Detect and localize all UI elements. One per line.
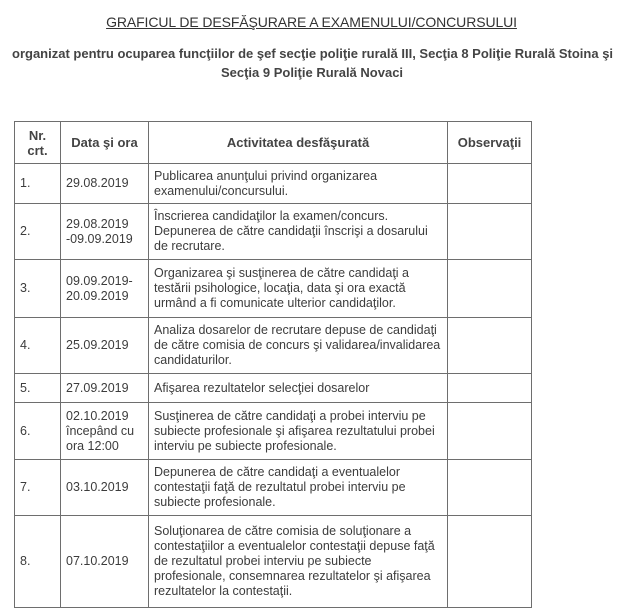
- activity-line: candidaturilor.: [154, 353, 232, 367]
- activity-line: de rezultatul probei interviu pe subiecte: [154, 554, 372, 568]
- activity-line: Soluţionarea de către comisia de soluţionare a: [154, 524, 412, 538]
- date-line: ora 12:00: [66, 438, 119, 453]
- date-line: 29.08.2019: [66, 176, 129, 190]
- date-line: 25.09.2019: [66, 338, 129, 352]
- date-line: 29.08.2019: [66, 216, 129, 231]
- header-nr: [15, 122, 61, 164]
- activity-line: interviu pe subiecte profesionale.: [154, 438, 337, 453]
- cell-observations: [448, 460, 532, 516]
- cell-date: [61, 374, 149, 403]
- table-row: [15, 204, 532, 260]
- activity-line: contestaţiilor a eventualelor contestaţii depuse faţă: [154, 539, 435, 553]
- table-row: [15, 460, 532, 516]
- cell-nr: 2.: [15, 204, 61, 260]
- cell-nr: 1.: [15, 164, 61, 204]
- cell-activity: [149, 318, 448, 374]
- activity-line: Afişarea rezultatelor selecţiei dosarelor: [154, 380, 370, 395]
- date-line: 07.10.2019: [66, 554, 129, 568]
- table-row: [15, 374, 532, 403]
- activity-line: Publicarea anunţului privind organizarea: [154, 168, 378, 183]
- activity-line: subiecte profesionale şi afişarea rezultatului probei: [154, 423, 435, 438]
- cell-activity: [149, 204, 448, 260]
- date-line: 03.10.2019: [66, 480, 129, 494]
- document-subtitle: [12, 44, 612, 82]
- cell-activity: [149, 403, 448, 460]
- date-line: 20.09.2019: [66, 288, 129, 303]
- cell-activity: [149, 260, 448, 318]
- cell-activity: [149, 516, 448, 608]
- cell-observations: [448, 374, 532, 403]
- document-title: GRAFICUL DE DESFĂŞURARE A EXAMENULUI/CONCURSULUI: [106, 14, 517, 30]
- header-date: Data şi ora: [61, 122, 149, 164]
- activity-line: Depunerea de către candidaţii înscrişi a dosarului: [154, 224, 428, 238]
- subtitle-line: organizat pentru ocuparea funcţiilor de şef secţie poliţie rurală III, Secţia 8 Poliţie Rurală Stoina şi: [12, 46, 614, 61]
- cell-observations: [448, 403, 532, 460]
- subtitle-line: Secţia 9 Poliţie Rurală Novaci: [220, 65, 404, 80]
- header-observations: Observaţii: [448, 122, 532, 164]
- cell-date: [61, 204, 149, 260]
- date-line: 02.10.2019: [66, 408, 129, 423]
- activity-line: Susţinerea de către candidaţi a probei interviu pe: [154, 408, 426, 423]
- cell-date: [61, 260, 149, 318]
- header-nr-line: crt.: [27, 142, 48, 158]
- cell-observations: [448, 204, 532, 260]
- cell-nr: 6.: [15, 403, 61, 460]
- cell-nr: 7.: [15, 460, 61, 516]
- cell-observations: [448, 318, 532, 374]
- cell-nr: 5.: [15, 374, 61, 403]
- table-row: [15, 318, 532, 374]
- activity-line: Organizarea şi susţinerea de către candidaţi a: [154, 266, 410, 280]
- activity-line: testării psihologice, locaţia, data şi ora exactă: [154, 281, 406, 295]
- cell-activity: [149, 460, 448, 516]
- activity-line: contestaţii faţă de rezultatul probei interviu pe: [154, 480, 406, 494]
- activity-line: de recrutare.: [154, 239, 225, 253]
- date-line: 09.09.2019-: [66, 273, 133, 288]
- table-row: [15, 260, 532, 318]
- activity-line: Înscrierea candidaţilor la examen/concurs.: [154, 209, 389, 223]
- activity-line: profesionale, consemnarea rezultatelor şi afişarea: [154, 569, 431, 583]
- activity-line: rezultatelor la contestaţii.: [154, 584, 293, 598]
- activity-line: urmând a fi comunicate ulterior candidaţilor.: [154, 296, 396, 310]
- cell-date: [61, 164, 149, 204]
- cell-observations: [448, 164, 532, 204]
- cell-observations: [448, 516, 532, 608]
- table-header-row: [15, 122, 532, 164]
- cell-nr: 8.: [15, 516, 61, 608]
- cell-date: [61, 516, 149, 608]
- cell-date: [61, 460, 149, 516]
- activity-line: subiecte profesionale.: [154, 495, 276, 509]
- activity-line: examenului/concursului.: [154, 183, 289, 198]
- activity-line: de către comisia de concurs şi validarea/invalidarea: [154, 338, 441, 352]
- table-row: [15, 164, 532, 204]
- header-nr-line: Nr.: [28, 127, 47, 143]
- date-line: începând cu: [66, 423, 135, 438]
- date-line: 27.09.2019: [66, 380, 129, 395]
- cell-nr: 3.: [15, 260, 61, 318]
- table-row: [15, 403, 532, 460]
- header-activity: Activitatea desfăşurată: [149, 122, 448, 164]
- activity-line: Depunerea de către candidaţi a eventualelor: [154, 465, 401, 479]
- cell-activity: [149, 374, 448, 403]
- table-row: [15, 516, 532, 608]
- cell-date: [61, 318, 149, 374]
- cell-activity: [149, 164, 448, 204]
- cell-date: [61, 403, 149, 460]
- schedule-table: [14, 121, 532, 608]
- activity-line: Analiza dosarelor de recrutare depuse de candidaţi: [154, 323, 437, 337]
- cell-observations: [448, 260, 532, 318]
- cell-nr: 4.: [15, 318, 61, 374]
- date-line: -09.09.2019: [66, 231, 133, 246]
